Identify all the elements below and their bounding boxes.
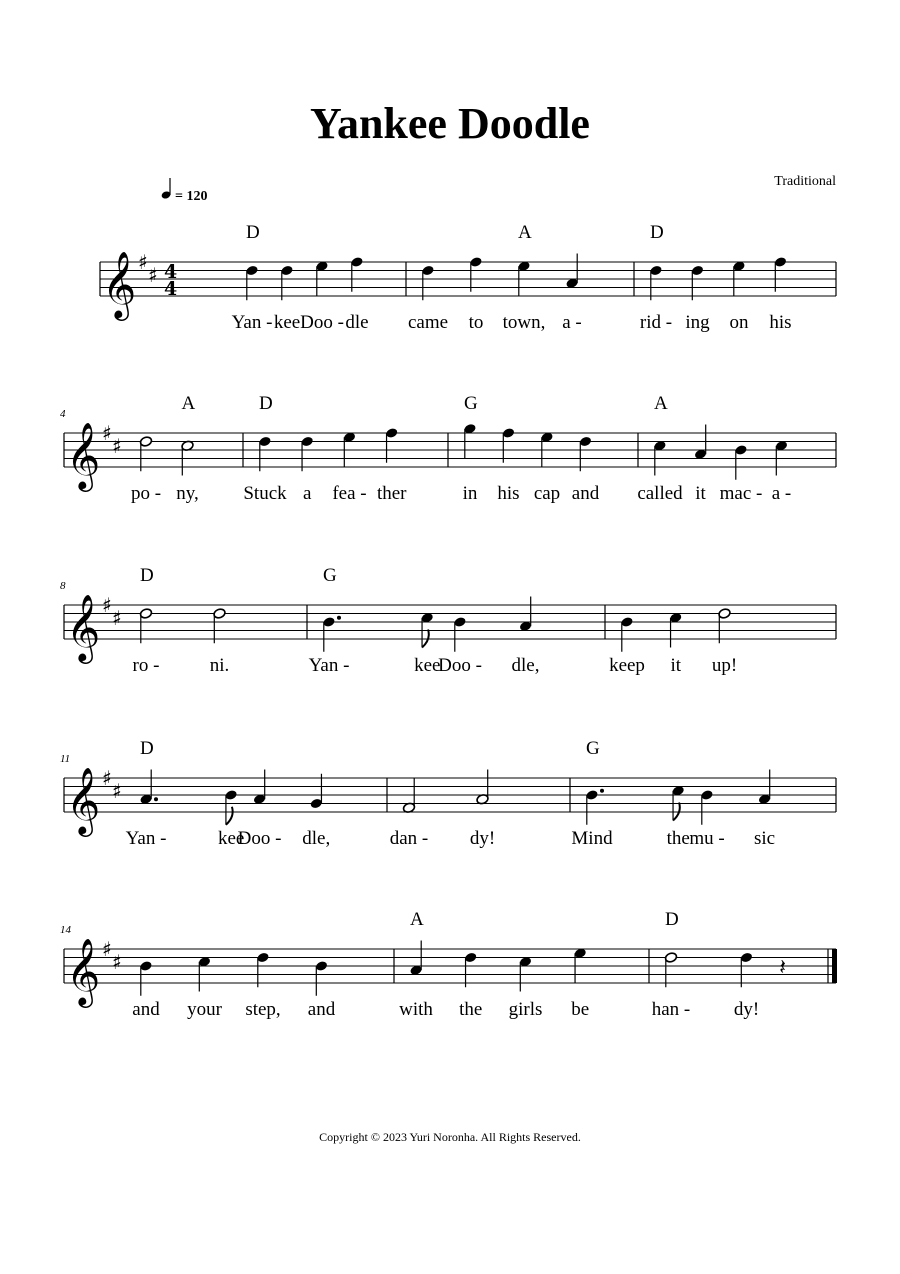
augmentation-dot: [600, 789, 604, 793]
measure: [243, 393, 407, 504]
staff-system: [60, 565, 836, 676]
lyric-syllable: with: [399, 999, 433, 1020]
lyric-syllable: on: [729, 312, 749, 333]
lyric-syllable: the: [666, 828, 690, 849]
lyric-syllable: Doo -: [438, 655, 482, 676]
lyric-syllable: Doo -: [300, 312, 344, 333]
key-signature-sharp-icon: ♯: [102, 937, 112, 961]
lyric-syllable: po -: [130, 483, 162, 504]
lyric-syllable: Doo -: [237, 828, 282, 849]
measure: [126, 738, 331, 849]
eighth-flag: [226, 807, 233, 825]
lyric-syllable: han -: [651, 999, 691, 1020]
lyric-syllable: called: [637, 483, 683, 504]
measure-number: 11: [60, 753, 71, 765]
measure-number: 14: [60, 924, 71, 936]
measure: [640, 222, 792, 333]
lyric-syllable: Stuck: [243, 483, 287, 504]
chord-symbol: G: [586, 738, 600, 759]
copyright-notice: Copyright © 2023 Yuri Noronha. All Rights Reserved.: [319, 1130, 581, 1144]
chord-symbol: A: [181, 393, 196, 414]
lyric-syllable: it: [695, 483, 706, 504]
lyric-syllable: to: [468, 312, 484, 333]
measure: [571, 738, 775, 849]
quarter-rest-icon: 𝄽: [779, 955, 786, 981]
lyric-syllable: dy!: [733, 999, 760, 1020]
lyric-syllable: ro -: [132, 655, 160, 676]
measure: [609, 608, 737, 676]
measure: [637, 393, 791, 504]
lyric-syllable: and: [307, 999, 336, 1020]
lyric-syllable: and: [132, 999, 160, 1020]
chord-symbol: D: [246, 222, 260, 243]
measure-number: 8: [60, 580, 66, 592]
augmentation-dot: [337, 616, 341, 620]
song-title: Yankee Doodle: [310, 99, 590, 148]
lyric-syllable: Mind: [571, 828, 613, 849]
lyric-syllable: Yan -: [125, 828, 167, 849]
key-signature-sharp-icon: ♯: [112, 778, 122, 803]
treble-clef-icon: 𝄞: [66, 937, 101, 1005]
lyric-syllable: the: [459, 999, 483, 1020]
chord-symbol: D: [665, 909, 679, 930]
key-signature-sharp-icon: ♯: [112, 433, 122, 458]
lyric-syllable: it: [670, 655, 682, 676]
lyric-syllable: Yan -: [231, 312, 273, 333]
lyric-syllable: sic: [753, 828, 776, 849]
time-signature-top: 4: [164, 261, 178, 283]
treble-clef-icon: 𝄞: [102, 250, 137, 318]
lyric-syllable: kee: [414, 655, 441, 676]
tempo-marking: = 120: [175, 189, 208, 204]
lyric-syllable: step,: [245, 999, 281, 1020]
lyric-syllable: your: [187, 999, 222, 1020]
key-signature-sharp-icon: ♯: [148, 262, 158, 287]
treble-clef-icon: 𝄞: [66, 766, 101, 834]
lyric-syllable: kee: [273, 312, 301, 333]
measure-number: 4: [60, 408, 66, 420]
measure: [132, 952, 335, 1020]
key-signature-sharp-icon: ♯: [138, 250, 148, 274]
lyric-syllable: a -: [771, 483, 792, 504]
chord-symbol: A: [654, 393, 668, 414]
chord-symbol: D: [140, 565, 154, 586]
lyric-syllable: a: [303, 483, 312, 504]
measure: [131, 393, 199, 504]
chord-symbol: G: [464, 393, 478, 414]
lyric-syllable: be: [571, 999, 590, 1020]
lyric-syllable: his: [497, 483, 520, 504]
composer-credit: Traditional: [774, 174, 836, 189]
lyric-syllable: girls: [508, 999, 543, 1020]
time-signature-bottom: 4: [164, 278, 178, 300]
lyric-syllable: Yan -: [308, 655, 350, 676]
lyric-syllable: up!: [711, 655, 738, 676]
augmentation-dot: [154, 797, 158, 801]
lyric-syllable: in: [462, 483, 478, 504]
treble-clef-icon: 𝄞: [66, 593, 101, 661]
key-signature-sharp-icon: ♯: [112, 605, 122, 630]
lyric-syllable: ni.: [209, 655, 230, 676]
chord-symbol: D: [259, 393, 273, 414]
chord-symbol: G: [323, 565, 337, 586]
chord-symbol: A: [410, 909, 424, 930]
treble-clef-icon: 𝄞: [66, 421, 101, 489]
staff-system: [60, 738, 836, 849]
lyric-syllable: ing: [685, 312, 710, 333]
lyric-syllable: mu -: [689, 828, 725, 849]
measure: [652, 909, 786, 1020]
key-signature-sharp-icon: ♯: [102, 421, 112, 445]
lyric-syllable: fea -: [332, 483, 367, 504]
chord-symbol: D: [140, 738, 154, 759]
key-signature-sharp-icon: ♯: [112, 949, 122, 974]
lyric-syllable: dy!: [469, 828, 496, 849]
lyric-syllable: cap: [533, 483, 561, 504]
lyric-syllable: rid -: [639, 312, 673, 333]
lyric-syllable: his: [769, 312, 792, 333]
staff-system: [60, 393, 836, 504]
lyric-syllable: keep: [609, 655, 645, 676]
staff-system: [100, 222, 836, 333]
chord-symbol: A: [518, 222, 532, 243]
key-signature-sharp-icon: ♯: [102, 593, 112, 617]
key-signature-sharp-icon: ♯: [102, 766, 112, 790]
measure: [408, 222, 582, 333]
lyric-syllable: mac -: [719, 483, 763, 504]
lyric-syllable: ny,: [176, 483, 199, 504]
measure: [133, 565, 230, 676]
measure: [463, 393, 600, 504]
staff-system: [60, 909, 837, 1020]
lyric-syllable: came: [407, 312, 449, 333]
chord-symbol: D: [650, 222, 664, 243]
lyric-syllable: town,: [502, 312, 546, 333]
lyric-syllable: kee: [217, 828, 245, 849]
lyric-syllable: a -: [562, 312, 582, 333]
measure: [390, 770, 495, 850]
lyric-syllable: dle,: [511, 655, 540, 676]
measure: [399, 909, 589, 1020]
lyric-syllable: dle,: [302, 828, 331, 849]
lyric-syllable: and: [571, 483, 600, 504]
lyric-syllable: dle: [345, 312, 369, 333]
measure: [232, 222, 369, 333]
final-barline-thick: [832, 949, 837, 983]
measure: [309, 565, 540, 676]
lyric-syllable: ther: [376, 483, 407, 504]
lyric-syllable: dan -: [389, 828, 429, 849]
